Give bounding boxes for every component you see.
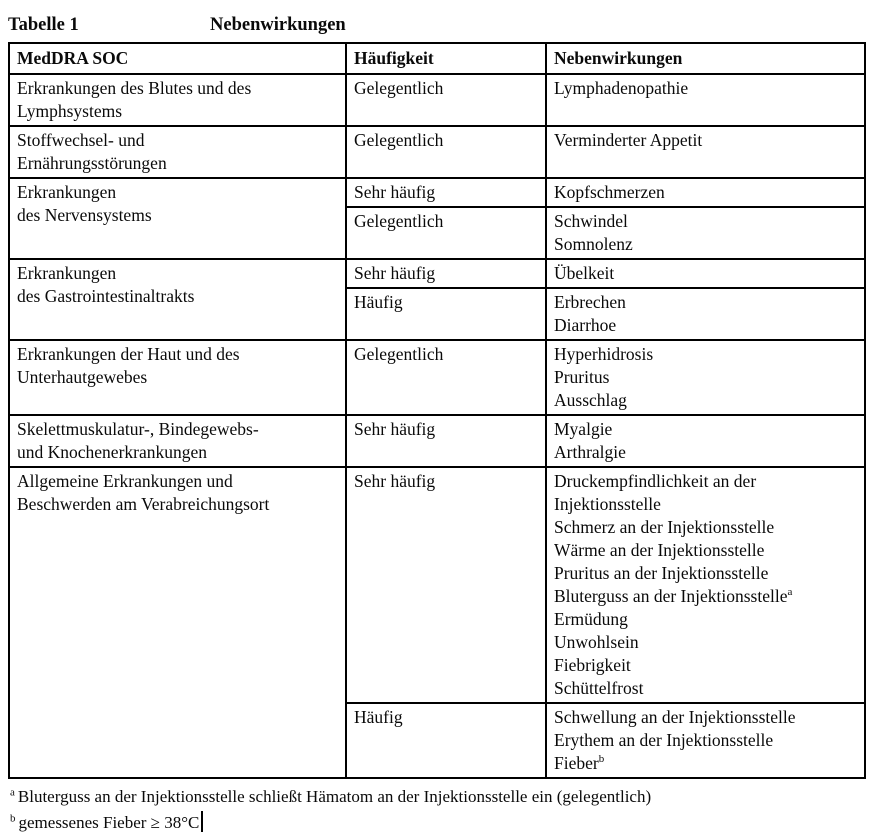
- footnote-a: [10, 784, 876, 810]
- soc-line: Erkrankungen: [17, 263, 117, 283]
- frequency-cell: Sehr häufig: [346, 467, 546, 703]
- footnote-text: Bluterguss an der Injektionsstelle schließt Hämatom an der Injektionsstelle ein (gelegentlich): [17, 787, 652, 806]
- reaction-item: Verminderter Appetit: [554, 130, 703, 150]
- reactions-cell: [546, 178, 865, 207]
- footnote-marker: b: [10, 812, 16, 825]
- reactions-cell: [546, 415, 865, 467]
- reaction-item: Schmerz an der Injektionsstelle: [554, 517, 775, 537]
- column-header-frequency: Häufigkeit: [346, 43, 546, 74]
- soc-cell: [9, 178, 346, 259]
- table-caption-title: Nebenwirkungen: [210, 15, 346, 35]
- reaction-item: Fieber$^b$: [554, 753, 605, 773]
- table-row: [9, 340, 865, 415]
- soc-cell: [9, 126, 346, 178]
- table-header-row: [9, 43, 865, 74]
- frequency-cell: Häufig: [346, 288, 546, 340]
- soc-line: Stoffwechsel- und: [17, 130, 145, 150]
- reaction-item: Wärme an der Injektionsstelle: [554, 540, 765, 560]
- reaction-item: Schwindel: [554, 211, 628, 231]
- soc-line: Erkrankungen des Blutes und des: [17, 78, 252, 98]
- soc-line: Unterhautgewebes: [17, 367, 148, 387]
- soc-line: Ernährungsstörungen: [17, 153, 167, 173]
- reaction-item: Unwohlsein: [554, 632, 639, 652]
- soc-cell: [9, 467, 346, 778]
- soc-line: Beschwerden am Verabreichungsort: [17, 494, 270, 514]
- reaction-item: Myalgie: [554, 419, 613, 439]
- reactions-cell: [546, 467, 865, 703]
- reaction-item: Diarrhoe: [554, 315, 617, 335]
- reaction-item: Kopfschmerzen: [554, 182, 665, 202]
- table-caption: [8, 13, 876, 37]
- reaction-item: Somnolenz: [554, 234, 633, 254]
- reaction-item: Schüttelfrost: [554, 678, 644, 698]
- reaction-item: Lymphadenopathie: [554, 78, 689, 98]
- footnote-b: [10, 810, 876, 836]
- frequency-cell: Sehr häufig: [346, 178, 546, 207]
- table-caption-label: Tabelle 1: [8, 15, 79, 35]
- soc-line: Lymphsystems: [17, 101, 123, 121]
- soc-line: Allgemeine Erkrankungen und: [17, 471, 233, 491]
- soc-line: Skelettmuskulatur-, Bindegewebs-: [17, 419, 259, 439]
- frequency-cell: Gelegentlich: [346, 74, 546, 126]
- soc-line: des Nervensystems: [17, 205, 152, 225]
- reactions-cell: [546, 288, 865, 340]
- frequency-cell: Sehr häufig: [346, 259, 546, 288]
- text-cursor: [201, 811, 203, 832]
- reaction-item: Ermüdung: [554, 609, 628, 629]
- reaction-item: Erbrechen: [554, 292, 626, 312]
- frequency-cell: Gelegentlich: [346, 207, 546, 259]
- reaction-item: Bluterguss an der Injektionsstelle$^a$: [554, 586, 793, 606]
- reaction-item: Arthralgie: [554, 442, 626, 462]
- reactions-cell: [546, 340, 865, 415]
- soc-cell: [9, 415, 346, 467]
- reactions-cell: [546, 74, 865, 126]
- reaction-item: Fiebrigkeit: [554, 655, 631, 675]
- footnote-marker-ref: a: [787, 586, 793, 599]
- footnote-marker: a: [10, 786, 15, 799]
- soc-line: des Gastrointestinaltrakts: [17, 286, 195, 306]
- frequency-cell: Gelegentlich: [346, 340, 546, 415]
- soc-cell: [9, 259, 346, 340]
- frequency-cell: Sehr häufig: [346, 415, 546, 467]
- reactions-cell: [546, 703, 865, 778]
- footnote-marker-ref: b: [598, 753, 605, 766]
- table-row: [9, 178, 865, 207]
- footnote-text: gemessenes Fieber ≥ 38°C: [18, 813, 200, 832]
- table-row: [9, 126, 865, 178]
- soc-cell: [9, 340, 346, 415]
- frequency-cell: Häufig: [346, 703, 546, 778]
- reaction-item: Druckempfindlichkeit an der Injektionsstelle: [554, 471, 757, 514]
- table-row: [9, 467, 865, 703]
- frequency-cell: Gelegentlich: [346, 126, 546, 178]
- table-row: [9, 74, 865, 126]
- soc-line: Erkrankungen: [17, 182, 117, 202]
- table-row: [9, 259, 865, 288]
- reaction-item: Pruritus an der Injektionsstelle: [554, 563, 769, 583]
- reactions-cell: [546, 207, 865, 259]
- reaction-item: Schwellung an der Injektionsstelle: [554, 707, 796, 727]
- reaction-item: Ausschlag: [554, 390, 627, 410]
- column-header-soc: MedDRA SOC: [9, 43, 346, 74]
- column-header-reactions: Nebenwirkungen: [546, 43, 865, 74]
- adverse-reactions-table: [8, 42, 866, 779]
- table-row: [9, 415, 865, 467]
- soc-line: und Knochenerkrankungen: [17, 442, 208, 462]
- footnotes: [8, 784, 876, 836]
- reaction-item: Übelkeit: [554, 263, 615, 283]
- soc-cell: [9, 74, 346, 126]
- reactions-cell: [546, 259, 865, 288]
- reaction-item: Pruritus: [554, 367, 610, 387]
- reaction-item: Hyperhidrosis: [554, 344, 654, 364]
- soc-line: Erkrankungen der Haut und des: [17, 344, 240, 364]
- reaction-item: Erythem an der Injektionsstelle: [554, 730, 774, 750]
- reactions-cell: [546, 126, 865, 178]
